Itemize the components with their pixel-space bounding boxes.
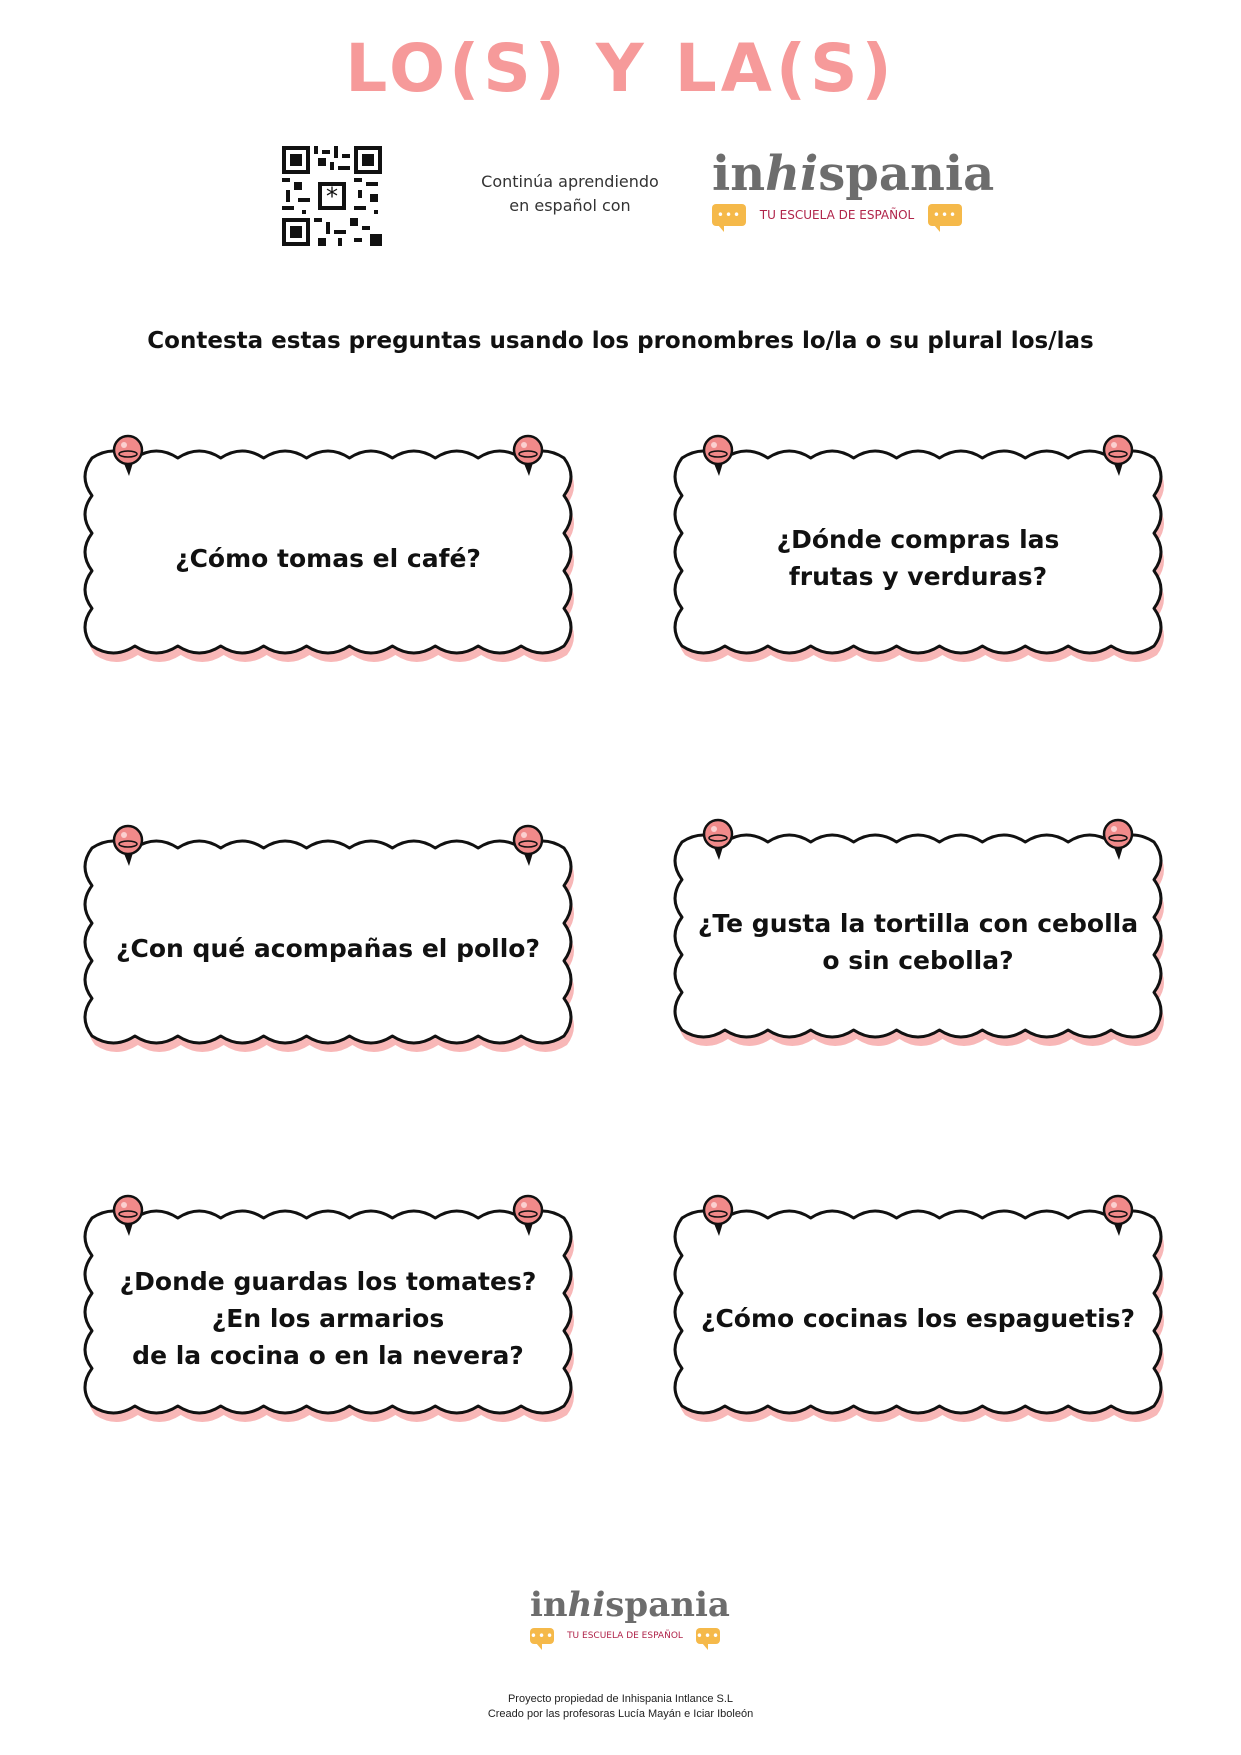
logo-wordmark: inhispania <box>712 146 995 202</box>
inhispania-logo-footer <box>529 1585 730 1644</box>
promo-line-2: en español con <box>509 196 631 215</box>
question-text: ¿Te gusta la tortilla con cebolla o sin cebolla? <box>697 909 1139 975</box>
promo-text <box>470 170 670 218</box>
speech-bubble-icon: ••• <box>712 204 746 226</box>
question-card <box>668 816 1168 1056</box>
instruction-text: Contesta estas preguntas usando los pronombres lo/la o su plural los/las <box>147 328 1094 354</box>
page-title: LO(S) Y LA(S) <box>345 30 896 107</box>
question-text: ¿Con qué acompañas el pollo? <box>116 933 540 963</box>
speech-bubble-icon: ••• <box>928 204 962 226</box>
question-text: ¿Donde guardas los tomates? ¿En los armarios de la cocina o en la nevera? <box>119 1266 537 1370</box>
svg-text:*: * <box>326 182 338 211</box>
question-text: ¿Cómo tomas el café? <box>175 543 481 573</box>
question-text: ¿Dónde compras las frutas y verduras? <box>776 525 1060 591</box>
question-text: ¿Cómo cocinas los espaguetis? <box>700 1303 1136 1333</box>
question-card <box>78 822 578 1062</box>
question-card <box>78 1192 578 1432</box>
inhispania-logo <box>712 146 995 226</box>
footer-line-1: Proyecto propiedad de Inhispania Intlance S.L <box>507 1693 734 1705</box>
question-card <box>668 432 1168 672</box>
qr-code-icon <box>282 146 382 246</box>
footer-line-2: Creado por las profesoras Lucía Mayán e Iciar Iboleón <box>487 1708 754 1720</box>
question-card <box>78 432 578 672</box>
speech-bubble-icon: ••• <box>529 1629 555 1643</box>
speech-bubble-icon: ••• <box>695 1629 721 1643</box>
question-card <box>668 1192 1168 1432</box>
logo-wordmark: inhispania <box>530 1585 730 1625</box>
promo-line-1: Continúa aprendiendo <box>481 172 659 191</box>
footer-credits <box>0 1692 1241 1722</box>
logo-tagline: TU ESCUELA DE ESPAÑOL <box>567 1631 683 1641</box>
logo-tagline: TU ESCUELA DE ESPAÑOL <box>759 208 915 222</box>
